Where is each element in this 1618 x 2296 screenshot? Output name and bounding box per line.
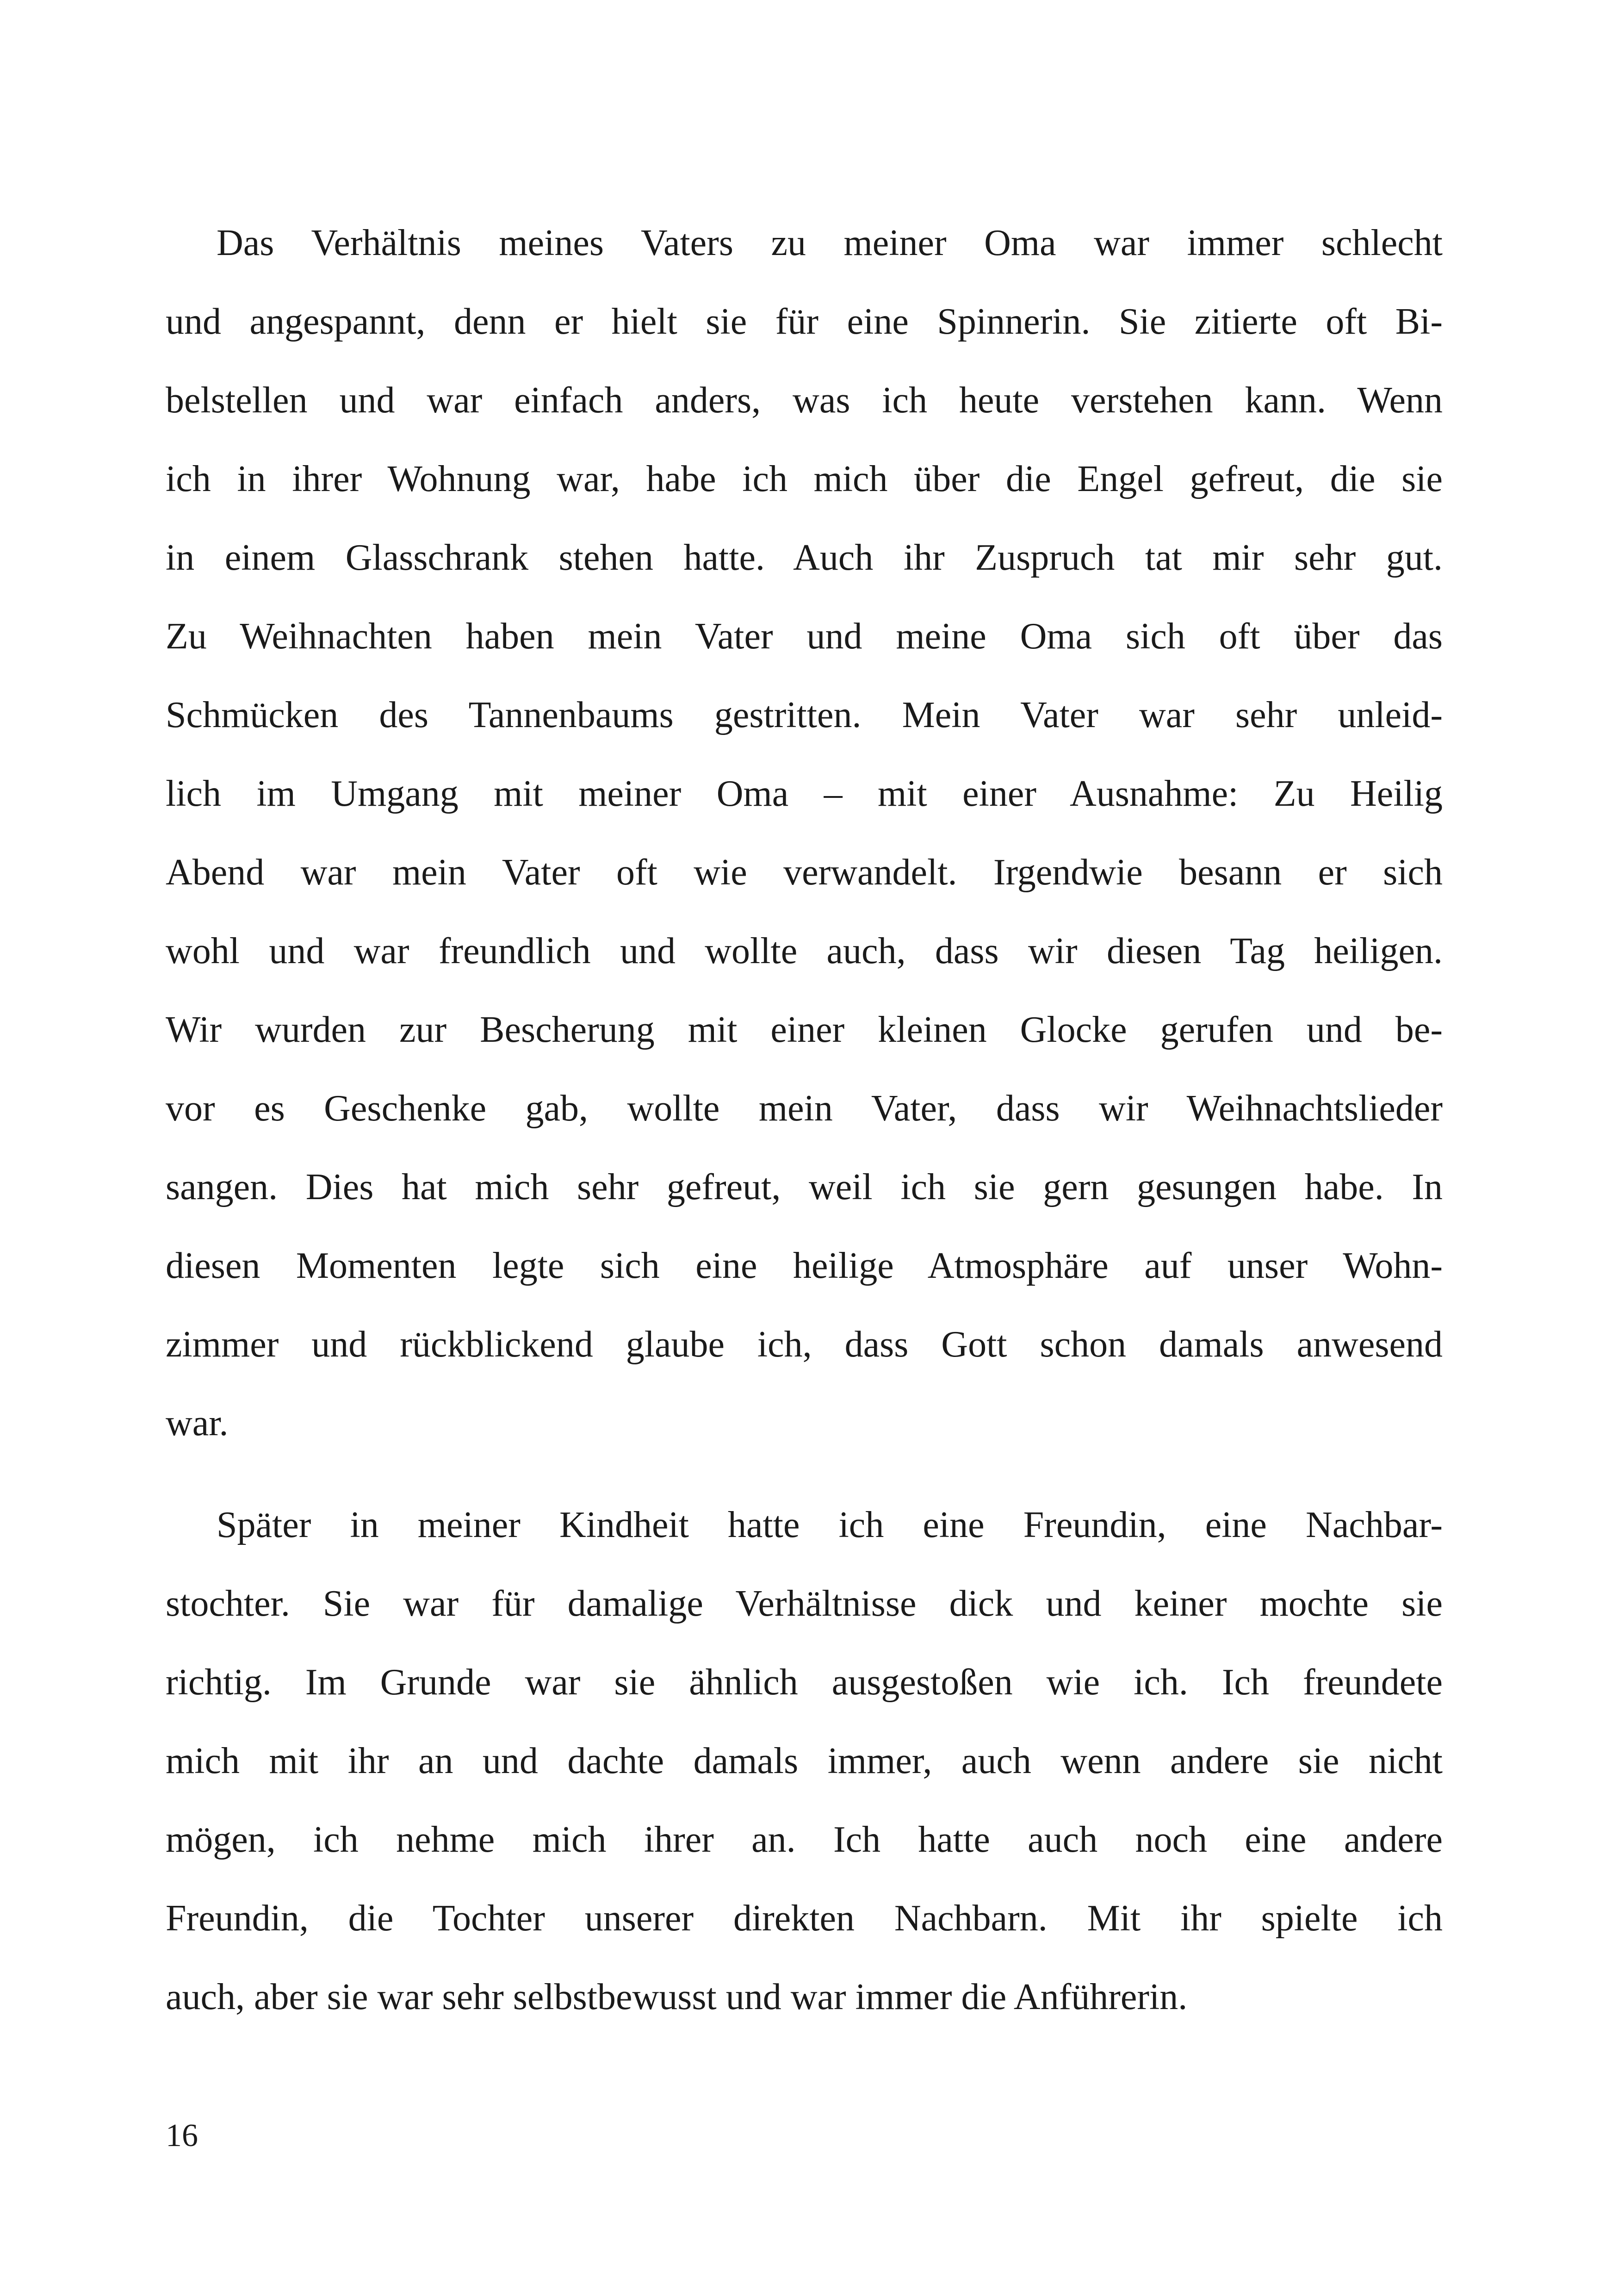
paragraph-line: und angespannt, denn er hielt sie für eine Spinnerin. Sie zitierte oft Bi- [166,301,1443,342]
paragraph-line: in einem Glasschrank stehen hatte. Auch ihr Zuspruch tat mir sehr gut. [166,537,1443,578]
body-text [166,204,1443,2036]
paragraph-line: lich im Umgang mit meiner Oma – mit einer Ausnahme: Zu Heilig [166,773,1443,814]
paragraph-line: mich mit ihr an und dachte damals immer, auch wenn andere sie nicht [166,1741,1443,1781]
paragraph-line: Später in meiner Kindheit hatte ich eine Freundin, eine Nachbar- [217,1505,1443,1545]
paragraph-line: Zu Weihnachten haben mein Vater und meine Oma sich oft über das [166,616,1443,657]
paragraph-line: Freundin, die Tochter unserer direkten Nachbarn. Mit ihr spielte ich [166,1898,1443,1939]
paragraph-line: sangen. Dies hat mich sehr gefreut, weil ich sie gern gesungen habe. In [166,1167,1443,1207]
paragraph-2 [166,1486,1443,2036]
paragraph-line: Das Verhältnis meines Vaters zu meiner Oma war immer schlecht [217,223,1443,263]
paragraph-line: richtig. Im Grunde war sie ähnlich ausgestoßen wie ich. Ich freundete [166,1662,1443,1703]
paragraph-line: vor es Geschenke gab, wollte mein Vater, dass wir Weihnachtslieder [166,1088,1443,1129]
paragraph-line: auch, aber sie war sehr selbstbewusst und war immer die Anführerin. [166,1977,1188,2017]
paragraph-line: stochter. Sie war für damalige Verhältnisse dick und keiner mochte sie [166,1583,1443,1624]
paragraph-1 [166,204,1443,1462]
paragraph-line: zimmer und rückblickend glaube ich, dass Gott schon damals anwesend [166,1324,1443,1365]
paragraph-line: Wir wurden zur Bescherung mit einer kleinen Glocke gerufen und be- [166,1009,1443,1050]
paragraph-line: diesen Momenten legte sich eine heilige Atmosphäre auf unser Wohn- [166,1245,1443,1286]
paragraph-line: ich in ihrer Wohnung war, habe ich mich über die Engel gefreut, die sie [166,459,1443,499]
paragraph-line: belstellen und war einfach anders, was ich heute verstehen kann. Wenn [166,380,1443,421]
paragraph-spacer [166,1462,1443,1486]
paragraph-line: Abend war mein Vater oft wie verwandelt. Irgendwie besann er sich [166,852,1443,893]
paragraph-line: wohl und war freundlich und wollte auch, dass wir diesen Tag heiligen. [166,931,1443,971]
paragraph-line: war. [166,1403,229,1444]
page-number: 16 [166,2118,198,2153]
paragraph-line: mögen, ich nehme mich ihrer an. Ich hatte auch noch eine andere [166,1819,1443,1860]
paragraph-line: Schmücken des Tannenbaums gestritten. Mein Vater war sehr unleid- [166,695,1443,735]
